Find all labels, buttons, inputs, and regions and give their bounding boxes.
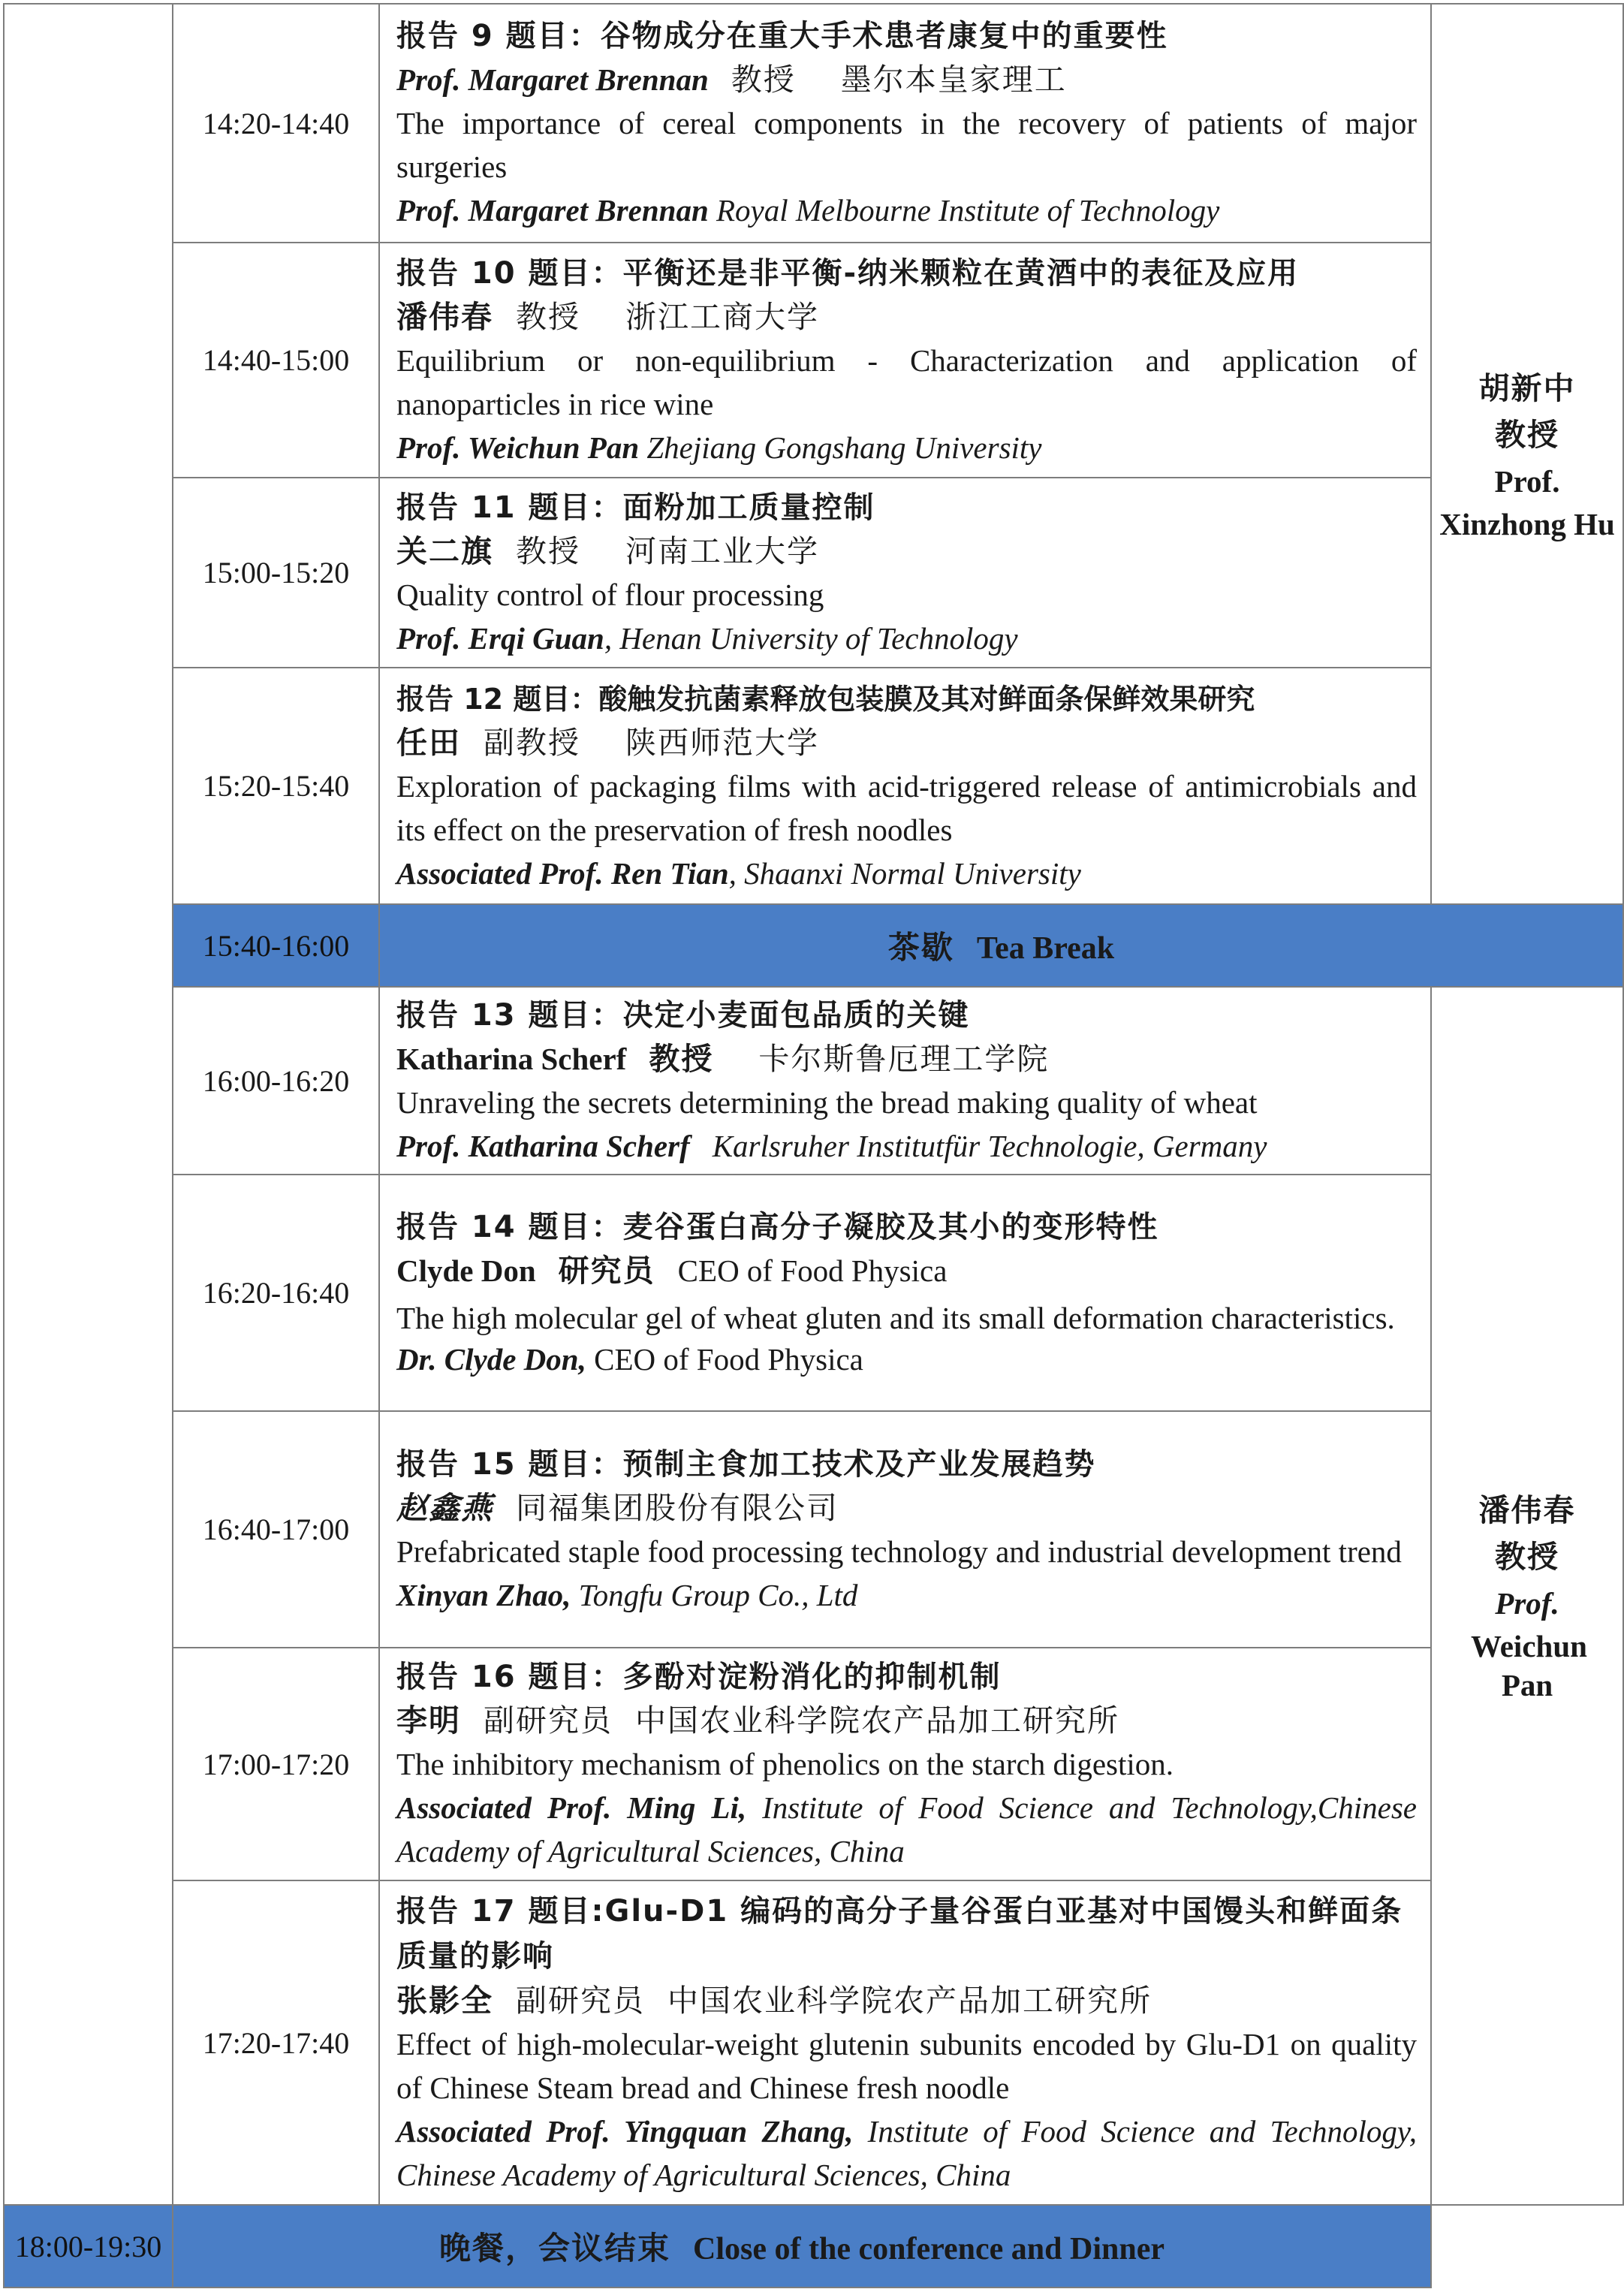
talk-cell <box>379 478 1431 668</box>
talk-title: 报告 11 题目：面粉加工质量控制 <box>396 490 875 525</box>
speaker-line: 李明 副研究员 中国农业科学院农产品加工研究所 <box>396 1702 1119 1739</box>
session-chair-cell <box>1431 4 1623 904</box>
affiliation-line: Xinyan Zhao, Tongfu Group Co., Ltd <box>396 1577 858 1612</box>
talk-cell <box>379 4 1431 243</box>
talk-english-title: The inhibitory mechanism of phenolics on the starch digestion. <box>396 1747 1174 1781</box>
table-row <box>4 1880 1623 2205</box>
affiliation-line: Associated Prof. Yingquan Zhang, Institute of Food Science and Technology, Chinese Academy of Agricultural Sciences, China <box>396 2114 1418 2192</box>
talk-cell <box>379 1175 1431 1411</box>
tea-break-row <box>4 904 1623 987</box>
table-row <box>4 4 1623 243</box>
time-cell: 16:00-16:20 <box>173 987 379 1175</box>
chair-zh-title: 教授 <box>1495 1539 1559 1575</box>
talk-title: 报告 14 题目：麦谷蛋白高分子凝胶及其小的变形特性 <box>396 1209 1159 1244</box>
talk-cell <box>379 1648 1431 1880</box>
talk-title: 报告 12 题目：酸触发抗菌素释放包装膜及其对鲜面条保鲜效果研究 <box>396 682 1255 716</box>
time-cell: 15:00-15:20 <box>173 478 379 668</box>
talk-cell <box>379 243 1431 478</box>
affiliation-line: Associated Prof. Ren Tian, Shaanxi Normal University <box>396 855 1081 891</box>
talk-english-title: The high molecular gel of wheat gluten and its small deformation characteristics. <box>396 1300 1395 1335</box>
talk-cell <box>379 987 1431 1175</box>
time-cell: 17:00-17:20 <box>173 1648 379 1880</box>
time-cell: 14:20-14:40 <box>173 4 379 243</box>
left-margin-cell <box>4 4 173 2205</box>
talk-title: 报告 17 题目:Glu-D1 编码的高分子量谷蛋白亚基对中国馒头和鲜面条质量的影响 <box>396 1894 1403 1974</box>
table-row <box>4 987 1623 1175</box>
talk-title: 报告 13 题目：决定小麦面包品质的关键 <box>396 998 970 1033</box>
talk-english-title: Prefabricated staple food processing technology and industrial development trend <box>396 1534 1402 1569</box>
talk-english-title: Effect of high-molecular-weight glutenin subunits encoded by Glu-D1 on quality of Chinese Steam bread and Chinese fresh noodle <box>396 2027 1417 2105</box>
talk-english-title: Quality control of flour processing <box>396 577 824 612</box>
table-row <box>4 1648 1623 1880</box>
break-label: 茶歇 Tea Break <box>379 904 1623 987</box>
speaker-line: Prof. Margaret Brennan 教授 墨尔本皇家理工 <box>396 62 1067 98</box>
chair-en-name: Weichun Pan <box>1471 1629 1587 1702</box>
session-chair-cell <box>1431 987 1623 2205</box>
table-row <box>4 243 1623 478</box>
break-label: 晚餐，会议结束 Close of the conference and Dinner <box>173 2205 1431 2287</box>
talk-english-title: Unraveling the secrets determining the bread making quality of wheat <box>396 1085 1258 1120</box>
affiliation-line: Associated Prof. Ming Li, Institute of Food Science and Technology,Chinese Academy of Agricultural Sciences, China <box>396 1790 1417 1868</box>
table-row <box>4 478 1623 668</box>
speaker-line: 潘伟春 教授 浙江工商大学 <box>396 298 819 335</box>
affiliation-line: Dr. Clyde Don, CEO of Food Physica <box>396 1341 863 1377</box>
chair-en-title: Prof. <box>1494 463 1560 499</box>
talk-cell <box>379 668 1431 904</box>
affiliation-line: Prof. Weichun Pan Zhejiang Gongshang University <box>396 430 1042 465</box>
affiliation-line: Prof. Margaret Brennan Royal Melbourne Institute of Technology <box>396 193 1220 228</box>
time-cell: 18:00-19:30 <box>4 2205 173 2287</box>
talk-english-title: The importance of cereal components in the recovery of patients of major surgeries <box>396 106 1417 184</box>
dinner-row <box>4 2205 1623 2287</box>
talk-cell <box>379 1880 1431 2205</box>
talk-title: 报告 9 题目：谷物成分在重大手术患者康复中的重要性 <box>396 19 1168 53</box>
time-cell: 17:20-17:40 <box>173 1880 379 2205</box>
time-cell: 15:40-16:00 <box>173 904 379 987</box>
talk-english-title: Exploration of packaging films with acid-triggered release of antimicrobials and its effect on the preservation of fresh noodles <box>396 768 1417 847</box>
chair-en-title: Prof. <box>1495 1586 1559 1621</box>
table-row <box>4 668 1623 904</box>
speaker-line: 张影全 副研究员 中国农业科学院农产品加工研究所 <box>396 1983 1152 2019</box>
talk-title: 报告 10 题目：平衡还是非平衡-纳米颗粒在黄酒中的表征及应用 <box>396 255 1300 291</box>
table-row <box>4 1411 1623 1648</box>
time-cell: 15:20-15:40 <box>173 668 379 904</box>
time-cell: 16:20-16:40 <box>173 1175 379 1411</box>
speaker-line: Clyde Don 研究员 CEO of Food Physica <box>396 1252 948 1289</box>
chair-zh-name: 胡新中 <box>1478 369 1576 406</box>
talk-title: 报告 15 题目：预制主食加工技术及产业发展趋势 <box>396 1446 1096 1482</box>
speaker-line: 任田 副教授 陕西师范大学 <box>396 724 819 761</box>
speaker-line: Katharina Scherf 教授 卡尔斯鲁厄理工学院 <box>396 1041 1050 1077</box>
chair-zh-title: 教授 <box>1495 416 1559 453</box>
schedule-table <box>3 3 1624 2288</box>
talk-english-title: Equilibrium or non-equilibrium - Characterization and application of nanoparticles in rice wine <box>396 342 1417 421</box>
speaker-line: 赵鑫燕 同福集团股份有限公司 <box>396 1489 839 1526</box>
talk-cell <box>379 1411 1431 1648</box>
affiliation-line: Prof. Erqi Guan, Henan University of Technology <box>396 620 1018 656</box>
time-cell: 16:40-17:00 <box>173 1411 379 1648</box>
time-cell: 14:40-15:00 <box>173 243 379 478</box>
table-row <box>4 1175 1623 1411</box>
affiliation-line: Prof. Katharina Scherf Karlsruher Institutfür Technologie, Germany <box>396 1129 1267 1163</box>
chair-en-name: Xinzhong Hu <box>1439 506 1615 541</box>
speaker-line: 关二旗 教授 河南工业大学 <box>396 532 819 569</box>
chair-zh-name: 潘伟春 <box>1478 1492 1576 1528</box>
talk-title: 报告 16 题目：多酚对淀粉消化的抑制机制 <box>396 1660 1002 1694</box>
